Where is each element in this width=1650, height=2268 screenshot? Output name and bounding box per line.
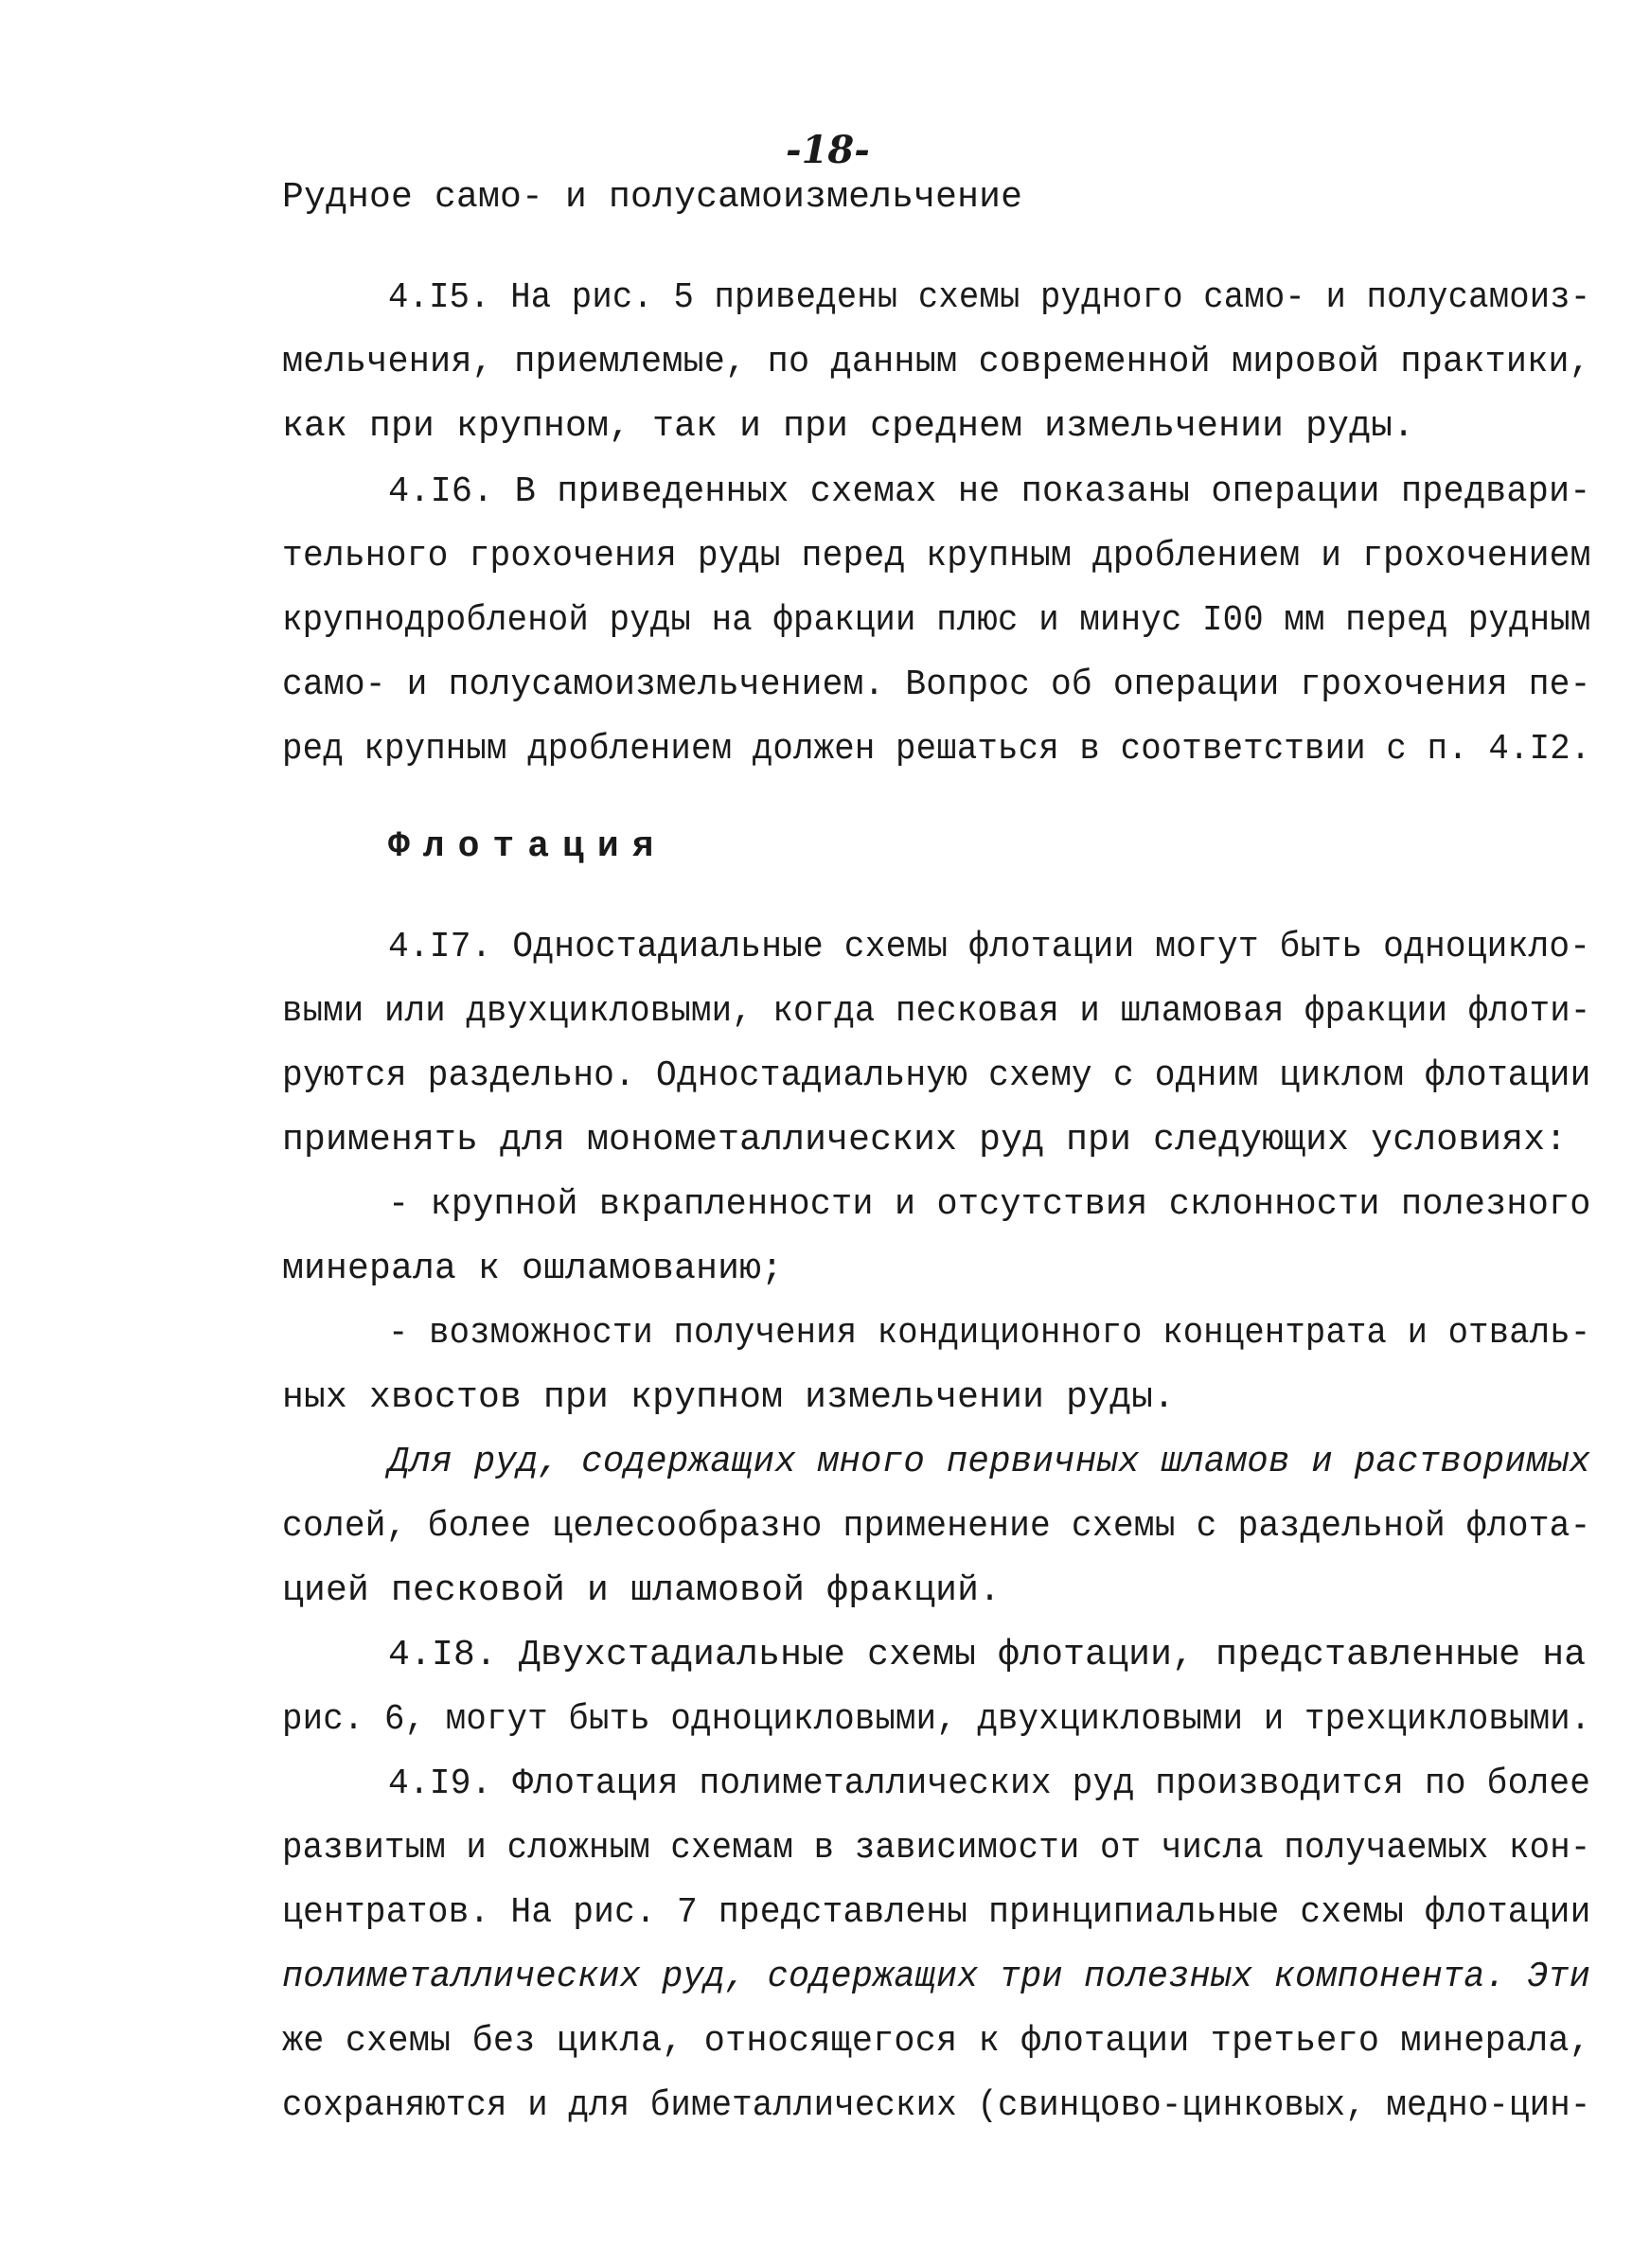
text-line: - крупной вкрапленности и отсутствия склонности полезного	[388, 1184, 1591, 1225]
text-line: руются раздельно. Одностадиальную схему с одним циклом флотации	[282, 1055, 1591, 1096]
text-line: само- и полусамоизмельчением. Вопрос об операции грохочения пе-	[282, 664, 1591, 705]
text-line: рис. 6, могут быть одноцикловыми, двухцикловыми и трехцикловыми.	[282, 1699, 1591, 1740]
text-line: минерала к ошламованию;	[282, 1249, 784, 1289]
text-line: развитым и сложным схемам в зависимости от числа получаемых кон-	[282, 1828, 1591, 1869]
text-line: применять для монометаллических руд при следующих условиях:	[282, 1120, 1568, 1161]
text-line: выми или двухцикловыми, когда песковая и шламовая фракции флоти-	[282, 991, 1591, 1032]
page-number: -18-	[786, 128, 870, 172]
text-line: 4.I5. На рис. 5 приведены схемы рудного само- и полусамоиз-	[388, 277, 1591, 318]
text-line: центратов. На рис. 7 представлены принципиальные схемы флотации	[282, 1892, 1591, 1933]
text-line: как при крупном, так и при среднем измельчении руды.	[282, 406, 1415, 447]
text-line: же схемы без цикла, относящегося к флотации третьего минерала,	[282, 2021, 1591, 2062]
text-line: ных хвостов при крупном измельчении руды.	[282, 1377, 1176, 1418]
text-line: крупнодробленой руды на фракции плюс и минус I00 мм перед рудным	[282, 600, 1591, 641]
text-line: тельного грохочения руды перед крупным дроблением и грохочением	[282, 536, 1591, 576]
text-line: мельчения, приемлемые, по данным современной мировой практики,	[282, 342, 1591, 382]
text-line: полиметаллических руд, содержащих три полезных компонента. Эти	[282, 1957, 1591, 1997]
text-line: цией песковой и шламовой фракций.	[282, 1570, 1002, 1611]
text-line: 4.I8. Двухстадиальные схемы флотации, представленные на	[388, 1635, 1587, 1675]
text-line: - возможности получения кондиционного концентрата и отваль-	[388, 1313, 1591, 1354]
text-line: 4.I6. В приведенных схемах не показаны операции предвари-	[388, 471, 1591, 512]
text-line: ред крупным дроблением должен решаться в соответствии с п. 4.I2.	[282, 729, 1591, 770]
text-line: 4.I7. Одностадиальные схемы флотации могут быть одноцикло-	[388, 927, 1591, 967]
text-line: 4.I9. Флотация полиметаллических руд производится по более	[388, 1763, 1591, 1804]
section-heading-flotation: Флотация	[388, 826, 667, 867]
section-heading-ore: Рудное само- и полусамоизмельчение	[282, 177, 1023, 218]
text-line: Для руд, содержащих много первичных шламов и растворимых	[388, 1442, 1591, 1482]
text-line: сохраняются и для биметаллических (свинцово-цинковых, медно-цин-	[282, 2085, 1591, 2126]
text-line: солей, более целесообразно применение схемы с раздельной флота-	[282, 1506, 1591, 1547]
